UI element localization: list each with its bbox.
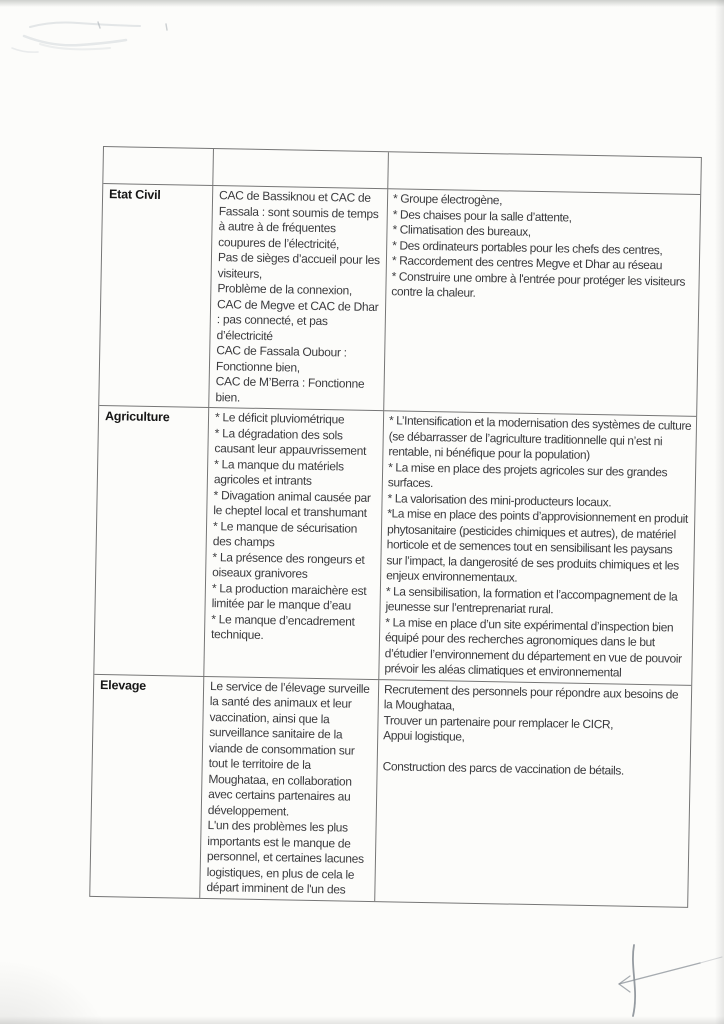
text-line: * La sensibilisation, la formation et l’accompagnement de la jeunesse sur l’entreprenariat rural. xyxy=(385,583,678,617)
text-line: * Le manque d’encadrement technique. xyxy=(210,611,355,643)
row-label-elevage: Elevage xyxy=(90,674,204,897)
text-line: CAC de Bassiknou et CAC de Fassala : sont soumis de temps à autre à de fréquentes coupures de l’électricité, xyxy=(218,188,379,251)
text-line: * Des ordinateurs portables pour les chefs des centres, xyxy=(392,237,663,257)
scan-corner-shadow xyxy=(0,952,120,1024)
elevage-needs-cell xyxy=(375,680,691,907)
agriculture-problems-cell xyxy=(204,408,384,680)
text-line: CAC de Megve et CAC de Dhar : pas connecté, et pas d’électricité xyxy=(216,296,379,343)
scan-edge-right xyxy=(715,0,724,1024)
agriculture-needs-cell xyxy=(379,411,696,685)
text-line: * Raccordement des centres Megve et Dhar au réseau xyxy=(391,253,663,273)
handwritten-cross-mark xyxy=(619,945,722,1016)
text-line: L'un des problèmes les plus importants est le manque de personnel, et certaines lacunes logistiques, en plus de cela le départ imminent de l'un des xyxy=(206,818,364,897)
elevage-description-cell xyxy=(200,676,379,900)
report-table xyxy=(89,146,702,907)
text-line: CAC de Fassala Oubour : Fonctionne bien, xyxy=(215,343,347,375)
header-cell-2 xyxy=(213,149,389,189)
report-table-grid xyxy=(90,147,701,906)
text-line: Appui logistique, xyxy=(383,728,465,744)
text-line: * La présence des rongeurs et oiseaux granivores xyxy=(212,549,365,581)
row-label-etat-civil: Etat Civil xyxy=(99,184,213,408)
text-line: * Groupe électrogène, xyxy=(392,191,503,208)
text-line: * La mise en place d’un site expérimental d’inspection bien équipé pour des recherches agronomiques dans le but d’étudier l’environnement du département en vue de pouvoir prévoir les aléas climatiques et environnemental xyxy=(384,614,682,680)
text-line: * La dégradation des sols causant leur appauvrissement xyxy=(214,425,367,458)
text-line: CAC de M’Berra : Fonctionne bien. xyxy=(215,374,365,405)
row-label-agriculture: Agriculture xyxy=(94,406,209,676)
scan-edge-top xyxy=(0,0,724,7)
text-line: * Climatisation des bureaux, xyxy=(392,222,531,239)
text-line: Recrutement des personnels pour répondre aux besoins de la Moughataa, xyxy=(383,681,679,713)
text-line: Construction des parcs de vaccination de bétails. xyxy=(382,758,624,778)
text-line: * L’Intensification et la modernisation des systèmes de culture (se débarrasser de l’agriculture traditionnelle qui n’est ni rentable, ni bénéfique pour la population) xyxy=(388,413,692,462)
text-line: * Le manque de sécurisation des champs xyxy=(212,518,358,550)
text-line: Problème de la connexion, xyxy=(217,281,353,298)
text-line: * La manque du matériels agricoles et intrants xyxy=(213,456,344,488)
header-cell-3 xyxy=(388,152,701,195)
text-line: * Divagation animal causée par le cheptel local et transhumant xyxy=(213,487,371,520)
text-line: * Des chaises pour la salle d’attente, xyxy=(392,206,572,225)
text-line: * La mise en place des projets agricoles sur des grandes surfaces. xyxy=(387,459,668,491)
header-cell-1 xyxy=(103,147,214,186)
text-line: Trouver un partenaire pour remplacer le CICR, xyxy=(383,712,614,731)
text-line: * La production maraichère est limitée par le manque d’eau xyxy=(211,580,367,613)
pencil-smudge-mark xyxy=(12,22,167,52)
etat-civil-needs-cell xyxy=(384,189,700,417)
text-line: *La mise en place des points d’approvisionnement en produit phytosanitaire (pesticides chimiques et autres), de matériel horticole et de semences tout en sensibilisant les paysans sur l’impact, la dangerosité de ses produits chimiques et les enjeux environnementaux. xyxy=(386,506,689,585)
text-line: * Le déficit pluviométrique xyxy=(214,410,345,427)
text-line: * Construire une ombre à l'entrée pour protéger les visiteurs contre la chaleur. xyxy=(391,268,686,300)
text-line: Le service de l’élevage surveille la santé des animaux et leur vaccination, ainsi que la surveillance sanitaire de la viande de consommation sur tout le territoire de la Moughataa, en collaboration avec certains partenaires au développement. xyxy=(207,678,370,819)
text-line: * La valorisation des mini-producteurs locaux. xyxy=(387,490,612,509)
etat-civil-problems-cell xyxy=(209,186,388,411)
text-line: Pas de sièges d’accueil pour les visiteurs, xyxy=(217,250,380,281)
